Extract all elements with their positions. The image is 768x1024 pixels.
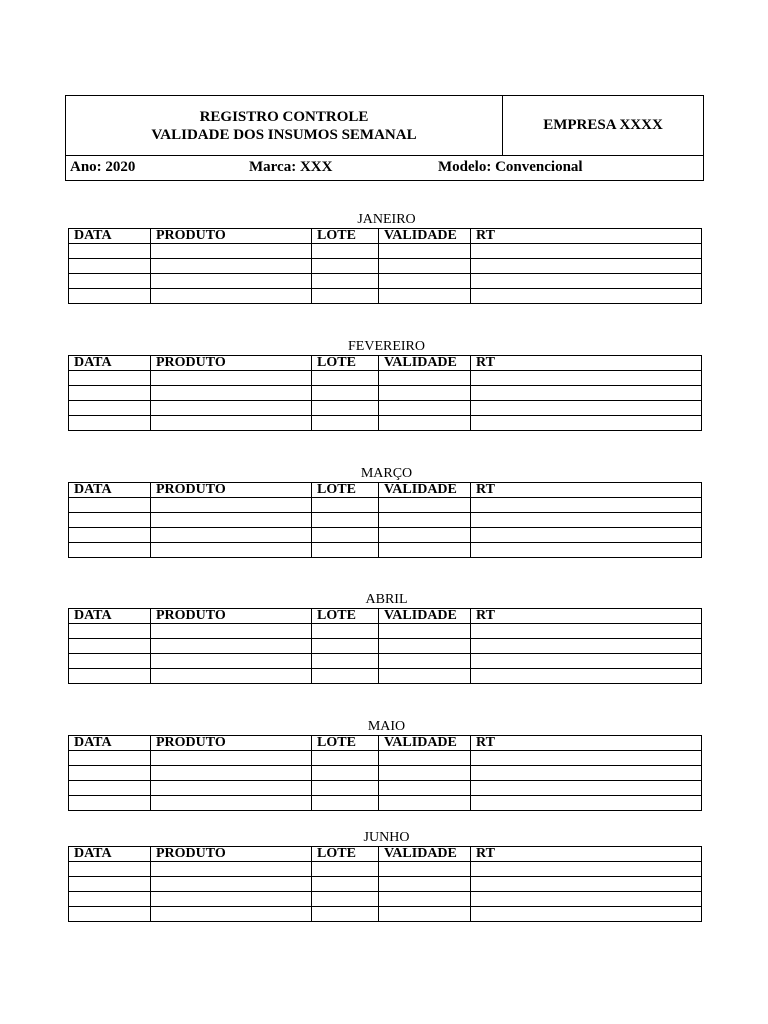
brand-field: Marca: XXX [249,159,333,175]
cell-data[interactable] [69,892,151,907]
cell-rt[interactable] [471,386,702,401]
cell-lote[interactable] [312,416,379,431]
table-row [69,781,702,796]
cell-lote[interactable] [312,244,379,259]
table-row [69,624,702,639]
cell-validade[interactable] [379,259,471,274]
table-row [69,654,702,669]
cell-rt[interactable] [471,766,702,781]
cell-rt[interactable] [471,907,702,922]
cell-produto[interactable] [151,766,312,781]
cell-validade[interactable] [379,877,471,892]
cell-data[interactable] [69,528,151,543]
cell-validade[interactable] [379,639,471,654]
form-title-line1: REGISTRO CONTROLE [199,108,369,125]
cell-validade[interactable] [379,796,471,811]
column-header-produto: PRODUTO [151,483,312,498]
cell-lote[interactable] [312,907,379,922]
cell-lote[interactable] [312,528,379,543]
month-section [68,339,701,431]
cell-produto[interactable] [151,877,312,892]
cell-produto[interactable] [151,513,312,528]
cell-rt[interactable] [471,654,702,669]
column-header-produto: PRODUTO [151,736,312,751]
cell-rt[interactable] [471,498,702,513]
cell-rt[interactable] [471,371,702,386]
column-header-rt: RT [471,229,702,244]
cell-rt[interactable] [471,862,702,877]
header-info-row [66,155,703,180]
table-row [69,796,702,811]
cell-validade[interactable] [379,371,471,386]
cell-data[interactable] [69,274,151,289]
table-row [69,386,702,401]
cell-lote[interactable] [312,766,379,781]
cell-validade[interactable] [379,386,471,401]
column-header-lote: LOTE [312,229,379,244]
cell-validade[interactable] [379,669,471,684]
month-table [68,355,702,431]
table-row [69,907,702,922]
cell-rt[interactable] [471,781,702,796]
cell-lote[interactable] [312,862,379,877]
cell-rt[interactable] [471,244,702,259]
cell-produto[interactable] [151,401,312,416]
table-header-row [69,229,702,244]
column-header-validade: VALIDADE [379,736,471,751]
cell-validade[interactable] [379,401,471,416]
cell-data[interactable] [69,751,151,766]
table-row [69,766,702,781]
month-section [68,592,701,684]
cell-validade[interactable] [379,654,471,669]
cell-lote[interactable] [312,654,379,669]
cell-validade[interactable] [379,513,471,528]
table-row [69,244,702,259]
cell-data[interactable] [69,244,151,259]
cell-lote[interactable] [312,781,379,796]
cell-validade[interactable] [379,781,471,796]
cell-lote[interactable] [312,624,379,639]
cell-rt[interactable] [471,669,702,684]
cell-validade[interactable] [379,907,471,922]
month-title: MARÇO [360,466,413,481]
column-header-data: DATA [69,229,151,244]
cell-produto[interactable] [151,796,312,811]
cell-produto[interactable] [151,624,312,639]
cell-data[interactable] [69,654,151,669]
month-table [68,846,702,922]
column-header-data: DATA [69,847,151,862]
cell-data[interactable] [69,543,151,558]
table-row [69,669,702,684]
month-table [68,608,702,684]
cell-rt[interactable] [471,289,702,304]
cell-lote[interactable] [312,386,379,401]
column-header-validade: VALIDADE [379,847,471,862]
cell-produto[interactable] [151,274,312,289]
cell-rt[interactable] [471,624,702,639]
cell-rt[interactable] [471,751,702,766]
cell-produto[interactable] [151,416,312,431]
cell-data[interactable] [69,862,151,877]
cell-produto[interactable] [151,639,312,654]
cell-data[interactable] [69,907,151,922]
cell-lote[interactable] [312,498,379,513]
month-table [68,228,702,304]
cell-data[interactable] [69,669,151,684]
table-row [69,498,702,513]
table-header-row [69,736,702,751]
cell-produto[interactable] [151,669,312,684]
column-header-data: DATA [69,356,151,371]
cell-data[interactable] [69,877,151,892]
cell-data[interactable] [69,401,151,416]
cell-produto[interactable] [151,907,312,922]
month-title: ABRIL [365,592,408,607]
column-header-data: DATA [69,736,151,751]
table-row [69,513,702,528]
header-box [65,95,704,181]
column-header-rt: RT [471,609,702,624]
cell-lote[interactable] [312,669,379,684]
cell-validade[interactable] [379,244,471,259]
table-row [69,289,702,304]
cell-validade[interactable] [379,862,471,877]
cell-lote[interactable] [312,639,379,654]
cell-produto[interactable] [151,244,312,259]
column-header-data: DATA [69,483,151,498]
column-header-lote: LOTE [312,483,379,498]
table-row [69,639,702,654]
column-header-lote: LOTE [312,736,379,751]
table-row [69,543,702,558]
cell-validade[interactable] [379,766,471,781]
cell-data[interactable] [69,498,151,513]
cell-validade[interactable] [379,416,471,431]
cell-validade[interactable] [379,289,471,304]
cell-rt[interactable] [471,274,702,289]
month-section [68,466,701,558]
cell-lote[interactable] [312,543,379,558]
column-header-rt: RT [471,847,702,862]
cell-data[interactable] [69,639,151,654]
cell-rt[interactable] [471,513,702,528]
cell-lote[interactable] [312,274,379,289]
column-header-rt: RT [471,736,702,751]
cell-rt[interactable] [471,796,702,811]
column-header-produto: PRODUTO [151,356,312,371]
cell-produto[interactable] [151,543,312,558]
cell-data[interactable] [69,371,151,386]
cell-validade[interactable] [379,624,471,639]
cell-lote[interactable] [312,371,379,386]
month-table [68,482,702,558]
column-header-validade: VALIDADE [379,483,471,498]
cell-produto[interactable] [151,289,312,304]
cell-lote[interactable] [312,259,379,274]
cell-produto[interactable] [151,371,312,386]
month-title: FEVEREIRO [348,339,425,354]
month-section [68,830,701,922]
cell-rt[interactable] [471,892,702,907]
cell-lote[interactable] [312,401,379,416]
cell-data[interactable] [69,766,151,781]
cell-validade[interactable] [379,528,471,543]
table-row [69,751,702,766]
form-title-line2: VALIDADE DOS INSUMOS SEMANAL [151,126,417,143]
cell-produto[interactable] [151,654,312,669]
month-title: MAIO [367,719,406,734]
cell-validade[interactable] [379,274,471,289]
table-row [69,259,702,274]
table-header-row [69,483,702,498]
cell-lote[interactable] [312,892,379,907]
cell-data[interactable] [69,386,151,401]
month-section [68,212,701,304]
table-row [69,371,702,386]
cell-data[interactable] [69,781,151,796]
cell-produto[interactable] [151,862,312,877]
table-row [69,892,702,907]
form-title [66,96,503,155]
column-header-rt: RT [471,483,702,498]
cell-lote[interactable] [312,289,379,304]
column-header-data: DATA [69,609,151,624]
cell-validade[interactable] [379,543,471,558]
cell-validade[interactable] [379,892,471,907]
column-header-produto: PRODUTO [151,847,312,862]
month-title: JANEIRO [357,212,416,227]
month-section [68,719,701,811]
cell-lote[interactable] [312,751,379,766]
column-header-produto: PRODUTO [151,229,312,244]
cell-rt[interactable] [471,543,702,558]
cell-data[interactable] [69,796,151,811]
column-header-lote: LOTE [312,847,379,862]
cell-produto[interactable] [151,781,312,796]
cell-lote[interactable] [312,796,379,811]
cell-data[interactable] [69,624,151,639]
column-header-rt: RT [471,356,702,371]
cell-rt[interactable] [471,401,702,416]
column-header-validade: VALIDADE [379,229,471,244]
table-row [69,416,702,431]
column-header-lote: LOTE [312,609,379,624]
cell-data[interactable] [69,513,151,528]
cell-lote[interactable] [312,877,379,892]
cell-rt[interactable] [471,639,702,654]
cell-rt[interactable] [471,416,702,431]
cell-rt[interactable] [471,259,702,274]
table-header-row [69,847,702,862]
column-header-validade: VALIDADE [379,609,471,624]
year-field: Ano: 2020 [70,159,136,175]
table-row [69,528,702,543]
month-title: JUNHO [363,830,410,845]
cell-produto[interactable] [151,386,312,401]
table-row [69,401,702,416]
cell-produto[interactable] [151,528,312,543]
cell-produto[interactable] [151,751,312,766]
cell-data[interactable] [69,416,151,431]
table-header-row [69,356,702,371]
cell-validade[interactable] [379,498,471,513]
column-header-validade: VALIDADE [379,356,471,371]
cell-data[interactable] [69,259,151,274]
model-field: Modelo: Convencional [438,159,583,175]
cell-data[interactable] [69,289,151,304]
cell-validade[interactable] [379,751,471,766]
table-header-row [69,609,702,624]
cell-lote[interactable] [312,513,379,528]
table-row [69,877,702,892]
cell-rt[interactable] [471,528,702,543]
cell-rt[interactable] [471,877,702,892]
company-name: EMPRESA XXXX [543,117,663,133]
cell-produto[interactable] [151,259,312,274]
month-table [68,735,702,811]
cell-produto[interactable] [151,498,312,513]
column-header-produto: PRODUTO [151,609,312,624]
cell-produto[interactable] [151,892,312,907]
table-row [69,862,702,877]
column-header-lote: LOTE [312,356,379,371]
table-row [69,274,702,289]
